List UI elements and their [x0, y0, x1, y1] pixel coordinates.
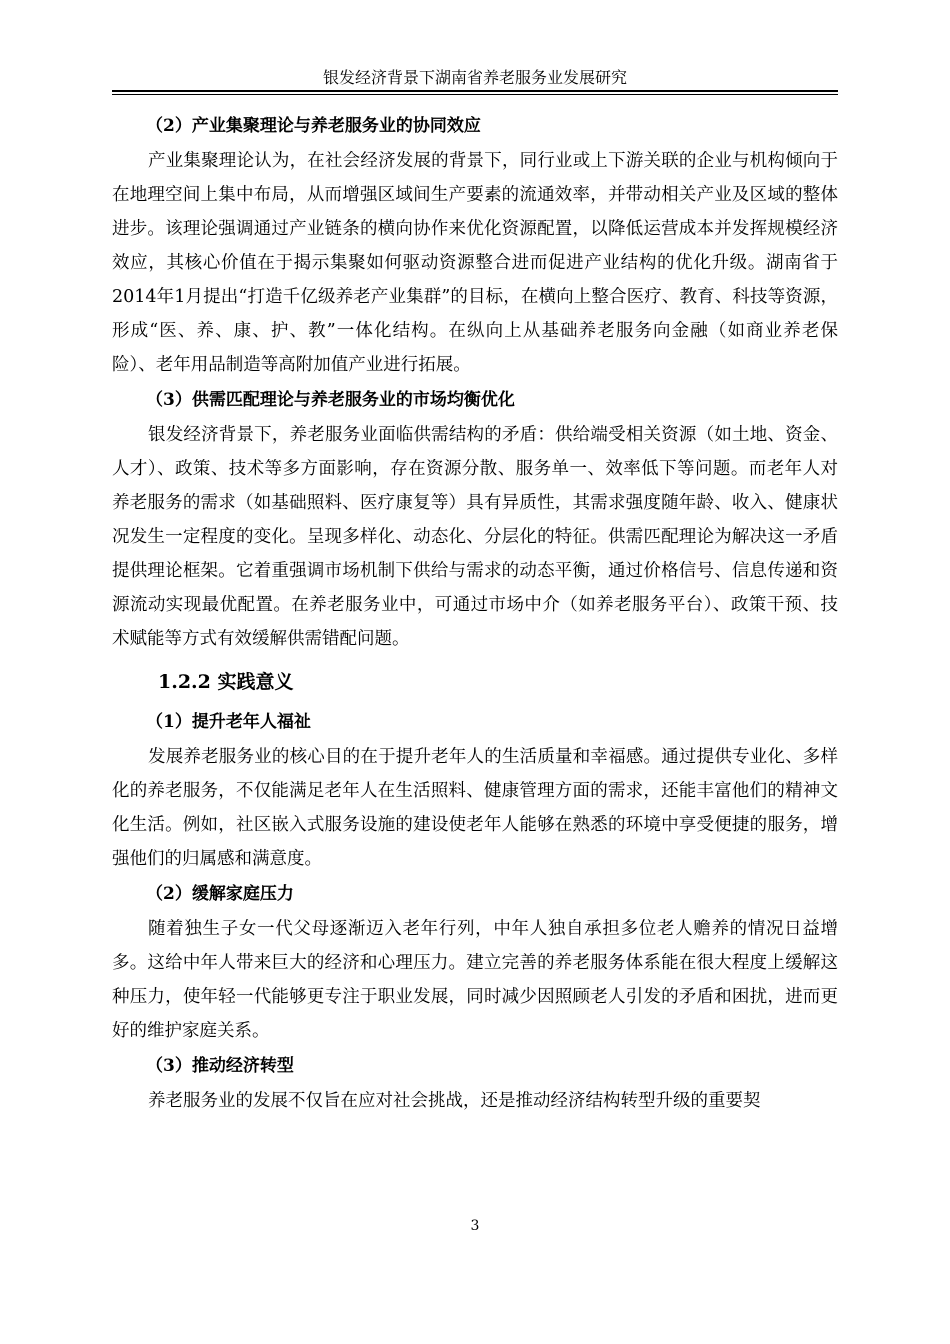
- paragraph-supply-demand: 银发经济背景下，养老服务业面临供需结构的矛盾：供给端受相关资源（如土地、资金、人才）、政策、技术等多方面影响，存在资源分散、服务单一、效率低下等问题。而老年人对养老服务的需求（如基础照料、医疗康复等）具有异质性，其需求强度随年龄、收入、健康状况发生一定程度的变化。呈现多样化、动态化、分层化的特征。供需匹配理论为解决这一矛盾提供理论框架。它着重强调市场机制下供给与需求的动态平衡，通过价格信号、信息传递和资源流动实现最优配置。在养老服务业中，可通过市场中介（如养老服务平台）、政策干预、技术赋能等方式有效缓解供需错配问题。: [112, 425, 838, 649]
- section-heading-family-pressure: （2）缓解家庭压力: [146, 884, 294, 904]
- section-heading-industrial-clustering: （2）产业集聚理论与养老服务业的协同效应: [146, 116, 481, 136]
- document-body: [112, 108, 838, 1118]
- paragraph-elderly-welfare: 发展养老服务业的核心目的在于提升老年人的生活质量和幸福感。通过提供专业化、多样化的养老服务，不仅能满足老年人在生活照料、健康管理方面的需求，还能丰富他们的精神文化生活。例如，社区嵌入式服务设施的建设使老年人能够在熟悉的环境中享受便捷的服务，增强他们的归属感和满意度。: [112, 747, 838, 869]
- section-heading-economic-transition: （3）推动经济转型: [146, 1056, 294, 1076]
- running-header-title: 银发经济背景下湖南省养老服务业发展研究: [322, 68, 627, 87]
- paragraph-family-pressure: 随着独生子女一代父母逐渐迈入老年行列，中年人独自承担多位老人赡养的情况日益增多。这给中年人带来巨大的经济和心理压力。建立完善的养老服务体系能在很大程度上缓解这种压力，使年轻一代能够更专注于职业发展，同时减少因照顾老人引发的矛盾和困扰，进而更好的维护家庭关系。: [112, 919, 838, 1041]
- header-rule-thin: [112, 94, 838, 95]
- section-heading-elderly-welfare: （1）提升老年人福祉: [146, 712, 311, 732]
- paragraph-industrial-clustering: 产业集聚理论认为，在社会经济发展的背景下，同行业或上下游关联的企业与机构倾向于在地理空间上集中布局，从而增强区域间生产要素的流通效率，并带动相关产业及区域的整体进步。该理论强调通过产业链条的横向协作来优化资源配置，以降低运营成本并发挥规模经济效应，其核心价值在于揭示集聚如何驱动资源整合进而促进产业结构的优化升级。湖南省于2014年1月提出“打造千亿级养老产业集群”的目标，在横向上整合医疗、教育、科技等资源，形成“医、养、康、护、教”一体化结构。在纵向上从基础养老服务向金融（如商业养老保险）、老年用品制造等高附加值产业进行拓展。: [112, 151, 838, 375]
- section-heading-practical-significance: 1.2.2 实践意义: [158, 671, 294, 693]
- paragraph-economic-transition: 养老服务业的发展不仅旨在应对社会挑战，还是推动经济结构转型升级的重要契: [148, 1091, 761, 1111]
- section-heading-supply-demand: （3）供需匹配理论与养老服务业的市场均衡优化: [146, 390, 515, 410]
- header-rule-thick: [112, 90, 838, 92]
- page-number: 3: [470, 1218, 480, 1234]
